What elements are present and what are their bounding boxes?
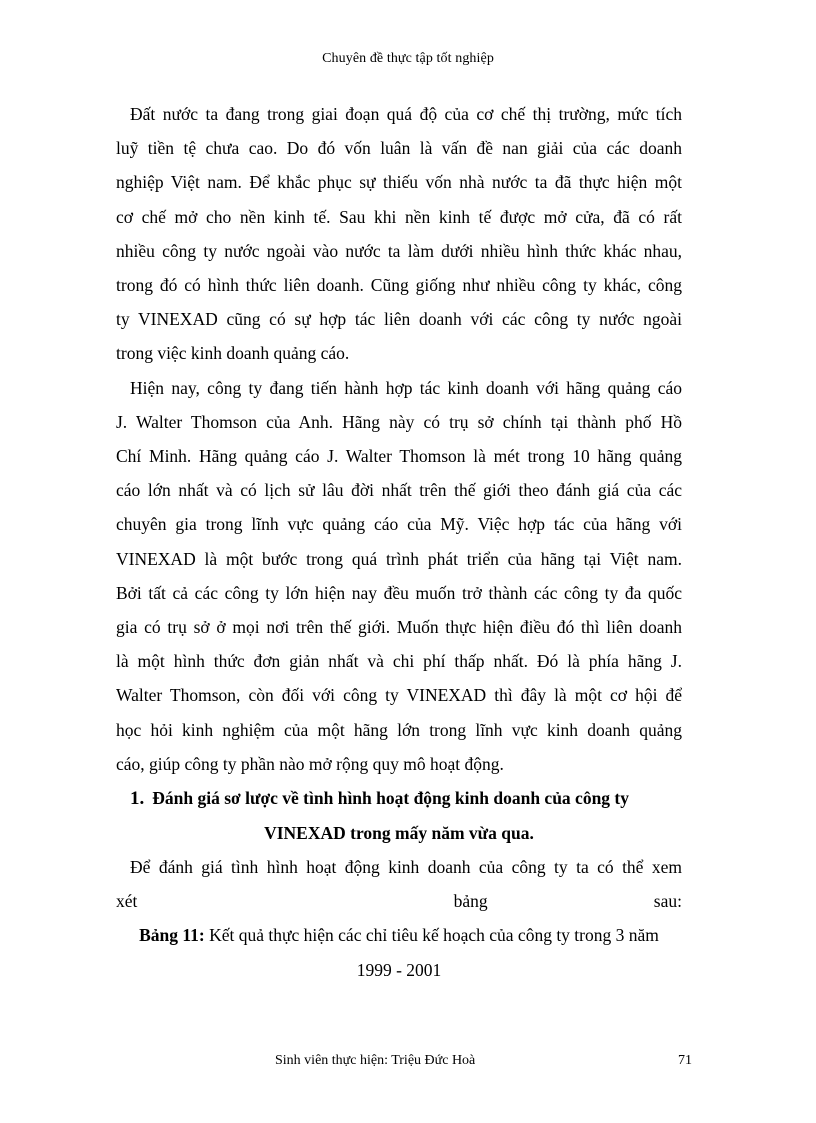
paragraph-line: ty VINEXAD cũng có sự hợp tác liên doanh với các công ty nước ngoài	[116, 309, 682, 330]
section-title-line2: VINEXAD trong mấy năm vừa qua.	[264, 823, 534, 844]
paragraph-line: Walter Thomson, còn đối với công ty VINEXAD thì đây là một cơ hội để	[116, 685, 682, 706]
intro-word: sau:	[653, 891, 682, 912]
intro-paragraph	[116, 850, 682, 884]
paragraph-line: cáo, giúp công ty phần nào mở rộng quy mô hoạt động.	[116, 753, 504, 774]
section-title-line1: Đánh giá sơ lược về tình hình hoạt động kinh doanh của công ty	[152, 788, 630, 809]
intro-word: xét	[116, 891, 138, 912]
paragraph-line: nghiệp Việt nam. Để khắc phục sự thiếu vốn nhà nước ta đã thực hiện một	[116, 172, 682, 193]
paragraph-line: nhiều công ty nước ngoài vào nước ta làm dưới nhiều hình thức khác nhau,	[116, 240, 682, 261]
paragraph-line: J. Walter Thomson của Anh. Hãng này có trụ sở chính tại thành phố Hồ	[116, 411, 682, 432]
table-caption-label: Bảng 11:	[139, 925, 205, 946]
intro-line-2	[116, 884, 682, 918]
paragraph-line: trong đó có hình thức liên doanh. Cũng giống như nhiều công ty khác, công	[116, 275, 682, 296]
table-caption	[116, 918, 682, 952]
page-body	[116, 97, 682, 987]
paragraph-line: học hỏi kinh nghiệm của một hãng lớn trong lĩnh vực kinh doanh quảng	[116, 719, 682, 740]
paragraph-line: luỹ tiền tệ chưa cao. Do đó vốn luân là vấn đề nan giải của các doanh	[116, 138, 682, 159]
paragraph-line: Chí Minh. Hãng quảng cáo J. Walter Thomson là mét trong 10 hãng quảng	[116, 446, 682, 467]
paragraph-line: Bởi tất cả các công ty lớn hiện nay đều muốn trở thành các công ty đa quốc	[116, 582, 682, 603]
paragraph-line: cáo lớn nhất và có lịch sử lâu đời nhất trên thế giới theo đánh giá của các	[116, 480, 682, 501]
paragraph-line: Hiện nay, công ty đang tiến hành hợp tác kinh doanh với hãng quảng cáo	[130, 377, 682, 398]
paragraph-line: trong việc kinh doanh quảng cáo.	[116, 343, 350, 364]
paragraph-line: Đất nước ta đang trong giai đoạn quá độ của cơ chế thị trường, mức tích	[130, 104, 682, 124]
section-number: 1.	[130, 788, 145, 810]
table-caption-years: 1999 - 2001	[356, 959, 442, 980]
page-header: Chuyên đề thực tập tốt nghiệp	[322, 51, 494, 66]
footer-author: Sinh viên thực hiện: Triệu Đức Hoà	[275, 1053, 476, 1068]
paragraph-line: gia có trụ sở ở mọi nơi trên thế giới. Muốn thực hiện điều đó thì liên doanh	[116, 617, 682, 638]
paragraph-line: chuyên gia trong lĩnh vực quảng cáo của Mỹ. Việc hợp tác của hãng với	[116, 514, 682, 535]
intro-line: Để đánh giá tình hình hoạt động kinh doanh của công ty ta có thể xem	[130, 857, 682, 878]
page-number: 71	[678, 1053, 692, 1068]
paragraph-market-context	[116, 97, 682, 371]
intro-word: bảng	[453, 891, 488, 912]
table-caption-text: Kết quả thực hiện các chỉ tiêu kế hoạch của công ty trong 3 năm	[204, 925, 659, 946]
section-heading	[116, 781, 682, 850]
paragraph-line: là một hình thức đơn giản nhất và chi phí thấp nhất. Đó là phía hãng J.	[116, 651, 682, 672]
paragraph-line: VINEXAD là một bước trong quá trình phát triển của hãng tại Việt nam.	[116, 548, 682, 569]
paragraph-joint-venture	[116, 371, 682, 781]
paragraph-line: cơ chế mở cho nền kinh tế. Sau khi nền kinh tế được mở cửa, đã có rất	[116, 206, 682, 227]
